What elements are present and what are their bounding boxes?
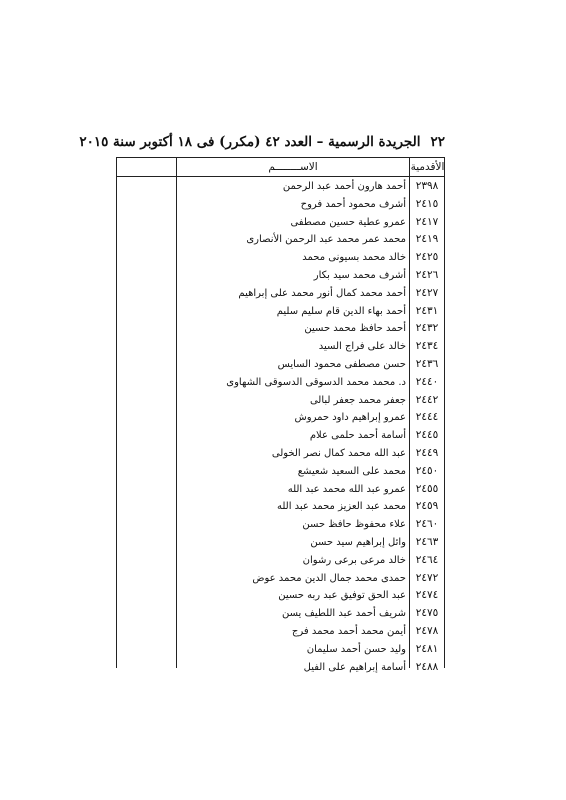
table-row: [177, 623, 445, 641]
seniority-number: ٢٤٣١: [415, 304, 439, 317]
person-name: عبد الله محمد كمال نصر الخولى: [271, 447, 406, 459]
table-row: [177, 285, 445, 303]
table-row: [177, 463, 445, 481]
person-name: عمرو عبد الله محمد عبد الله: [287, 483, 406, 495]
person-name: عمرو عطية حسين مصطفى: [290, 216, 406, 228]
seniority-number: ٢٣٩٨: [415, 180, 439, 192]
person-name: خالد على فراج السيد: [318, 341, 406, 353]
seniority-number: ٢٤٥٠: [415, 464, 439, 477]
person-name: عبد الحق توفيق عبد ربه حسين: [278, 590, 406, 602]
seniority-number: ٢٤٢٧: [415, 286, 439, 299]
seniority-number: ٢٤٤٢: [415, 393, 439, 406]
person-name: أسامة إبراهيم على الفيل: [303, 661, 406, 673]
seniority-number: ٢٤٧٨: [415, 624, 439, 637]
seniority-number: ٢٤٤٥: [415, 429, 439, 442]
seniority-number: ٢٤٤٤: [415, 411, 439, 424]
seniority-number: ٢٤٤٠: [415, 375, 439, 388]
table-row: [177, 445, 445, 463]
seniority-number: ٢٤٨٨: [415, 660, 439, 673]
table-row: [177, 356, 445, 374]
seniority-number: ٢٤٧٢: [415, 571, 439, 584]
person-name: محمد على السعيد شعيشع: [297, 465, 406, 477]
table-row: [177, 570, 445, 588]
person-name: محمد عمر محمد عبد الرحمن الأنصارى: [246, 234, 406, 246]
seniority-number: ٢٤٦٤: [415, 553, 439, 566]
table-row: [177, 214, 445, 232]
table-row: [177, 516, 445, 534]
person-name: جعفر محمد جعفر لبالى: [309, 394, 406, 406]
table-row: [177, 303, 445, 321]
table-row: [177, 320, 445, 338]
table-row: [177, 178, 445, 196]
column-header-seniority: الأقدمية: [410, 161, 445, 173]
seniority-number: ٢٤٣٦: [415, 357, 439, 370]
person-name: أشرف محمود أحمد فروح: [300, 198, 406, 210]
table-row: [177, 587, 445, 605]
table-row: [177, 231, 445, 249]
person-name: محمد عبد العزيز محمد عبد الله: [276, 501, 406, 513]
seniority-number: ٢٤٦٠: [415, 518, 439, 531]
person-name: أسامة أحمد حلمى علام: [309, 430, 406, 442]
person-name: خالد محمد بسيونى محمد: [302, 252, 406, 264]
person-name: وليد حسن أحمد سليمان: [306, 643, 406, 655]
seniority-number: ٢٤٣٤: [415, 340, 439, 353]
table-row: [177, 498, 445, 516]
table-row: [177, 338, 445, 356]
seniority-number: ٢٤٦٣: [415, 535, 439, 548]
table-row: [177, 605, 445, 623]
person-name: حمدى محمد جمال الدين محمد عوض: [252, 572, 406, 584]
seniority-number: ٢٤٧٤: [415, 589, 439, 602]
person-name: أشرف محمد سيد بكار: [313, 269, 406, 281]
table-body: [177, 178, 445, 676]
seniority-number: ٢٤٨١: [415, 642, 439, 655]
seniority-number: ٢٤٢٥: [415, 251, 439, 264]
person-name: خالد مرعى برعى رشوان: [302, 554, 406, 566]
seniority-number: ٢٤١٧: [415, 215, 439, 228]
table-row: [177, 481, 445, 499]
seniority-number: ٢٤٧٥: [415, 607, 439, 620]
person-name: أيمن محمد أحمد محمد فرج: [291, 625, 406, 637]
person-name: شريف أحمد عبد اللطيف يسن: [282, 608, 406, 620]
seniority-number: ٢٤٥٩: [415, 500, 439, 513]
person-name: أحمد بهاء الدين قام سليم سليم: [276, 305, 406, 317]
table-row: [177, 409, 445, 427]
seniority-number: ٢٤٤٩: [415, 446, 439, 459]
table-row: [177, 267, 445, 285]
person-name: علاء محفوظ حافظ حسن: [302, 519, 406, 531]
person-name: أحمد محمد كمال أنور محمد على إبراهيم: [238, 287, 406, 299]
table-row: [177, 552, 445, 570]
seniority-number: ٢٤١٥: [415, 197, 439, 210]
person-name: د. محمد محمد الدسوقى الدسوقى الشهاوى: [226, 376, 406, 388]
table-row: [177, 641, 445, 659]
table-row: [177, 392, 445, 410]
column-header-name: الاســــــــم: [268, 161, 318, 173]
person-name: حسن مصطفى محمود السايس: [277, 358, 406, 370]
table-header-rule: [116, 176, 445, 177]
table-row: [177, 196, 445, 214]
seniority-number: ٢٤٢٦: [415, 268, 439, 281]
gazette-title: الجريدة الرسمية – العدد ٤٢ (مكرر) فى ١٨ أكتوبر سنة ٢٠١٥: [79, 134, 421, 150]
seniority-number: ٢٤١٩: [415, 233, 439, 246]
table-row: [177, 427, 445, 445]
page-header: [79, 130, 445, 154]
page-number: ٢٢: [430, 134, 445, 150]
person-name: أحمد حافظ محمد حسين: [304, 323, 406, 335]
person-name: عمرو إبراهيم داود حمروش: [294, 412, 406, 424]
person-name: أحمد هارون أحمد عبد الرحمن: [282, 181, 406, 192]
table-row: [177, 374, 445, 392]
table-row: [177, 534, 445, 552]
seniority-number: ٢٤٥٥: [415, 482, 439, 495]
table-row: [177, 249, 445, 267]
person-name: وائل إبراهيم سيد حسن: [310, 536, 406, 548]
table-row: [177, 659, 445, 677]
seniority-number: ٢٤٣٢: [415, 322, 439, 335]
